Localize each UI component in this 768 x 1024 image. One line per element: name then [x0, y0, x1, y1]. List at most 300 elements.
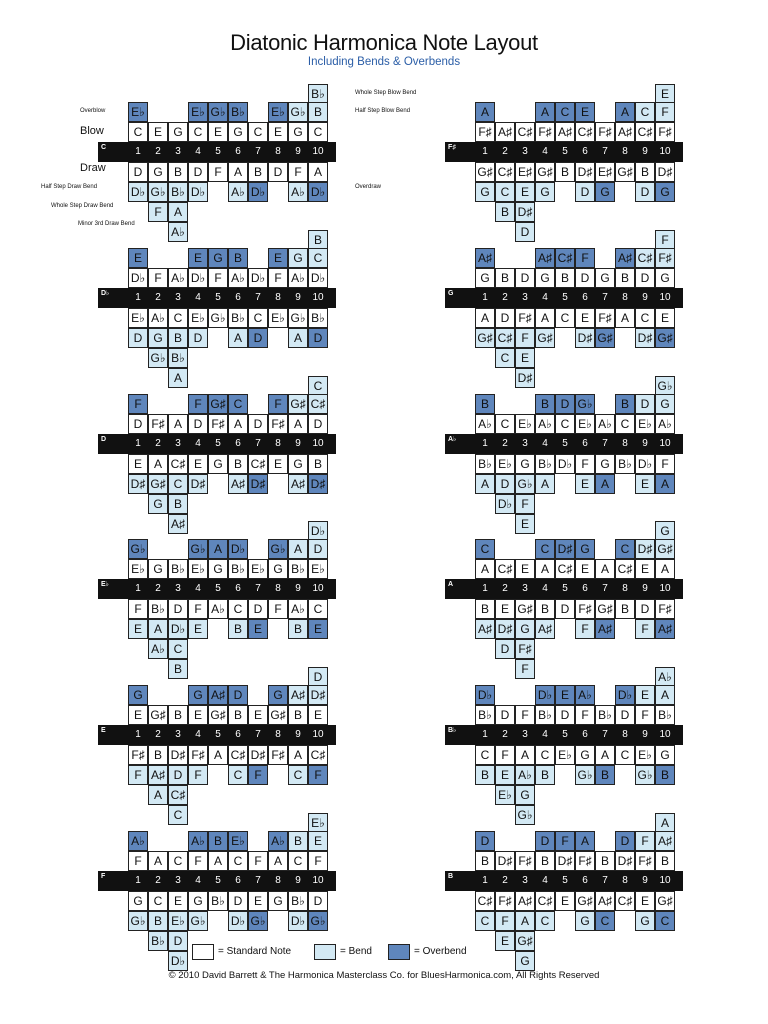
overbend-cell: B	[288, 831, 308, 851]
harp-key-label: E	[101, 727, 106, 734]
harp-key-label: A	[448, 581, 454, 588]
draw-bend-cell: G♭	[148, 182, 168, 202]
draw-note-cell: E	[555, 891, 575, 911]
overbend-cell: D♯	[555, 539, 575, 559]
overbend-cell: G	[268, 685, 288, 705]
blow-note-cell: B	[288, 705, 308, 725]
hole-number: 3	[175, 583, 181, 594]
overbend-cell: A♯	[288, 685, 308, 705]
overbend-cell: F	[635, 831, 655, 851]
deep-draw-bend-cell: E	[495, 931, 515, 951]
blow-note-cell: A	[535, 559, 555, 579]
draw-bend-cell: D	[308, 328, 328, 348]
harp-key-label: E♭	[101, 581, 109, 588]
blow-note-cell: D	[495, 705, 515, 725]
hole-number: 7	[255, 292, 261, 303]
overbend-cell: B	[615, 394, 635, 414]
overbend-cell: B	[475, 394, 495, 414]
blow-note-cell: C	[128, 122, 148, 142]
hole-number: 8	[275, 583, 281, 594]
deep-draw-bend-cell: B♭	[148, 931, 168, 951]
blow-note-cell: G	[268, 559, 288, 579]
draw-bend-cell: F	[128, 765, 148, 785]
overbend-cell: B	[208, 831, 228, 851]
blow-note-cell: G	[228, 122, 248, 142]
harp-chart-6	[445, 376, 735, 531]
blow-note-cell: E♭	[308, 559, 328, 579]
blow-note-cell: D	[575, 268, 595, 288]
blow-label: Blow	[80, 125, 104, 137]
draw-note-cell: E♯	[595, 162, 615, 182]
blow-note-cell: A	[595, 559, 615, 579]
draw-note-cell: G	[128, 891, 148, 911]
blow-note-cell: C	[248, 122, 268, 142]
overbend-cell: G	[188, 685, 208, 705]
deep-draw-bend-cell: G♭	[148, 348, 168, 368]
draw-note-cell: E♭	[188, 308, 208, 328]
deep-draw-bend-cell: E	[515, 348, 535, 368]
hole-number: 2	[155, 729, 161, 740]
draw-note-cell: F	[655, 454, 675, 474]
draw-note-cell: D♯	[575, 162, 595, 182]
draw-note-cell: E♭	[555, 745, 575, 765]
hole-number: 3	[522, 875, 528, 886]
hole-number: 4	[542, 292, 548, 303]
hole-number: 2	[155, 438, 161, 449]
page-title: Diatonic Harmonica Note Layout	[230, 30, 538, 55]
hole-number: 7	[602, 875, 608, 886]
harp-chart-9	[98, 667, 388, 822]
blow-bend-cell: G♭	[655, 376, 675, 396]
draw-note-cell: F♯	[655, 599, 675, 619]
hole-number: 6	[582, 583, 588, 594]
harp-chart-7	[98, 521, 388, 676]
draw-bend-cell: G♭	[308, 911, 328, 931]
draw-bend-cell: E	[128, 619, 148, 639]
blow-note-cell: B	[595, 851, 615, 871]
draw-note-cell: F♯	[268, 745, 288, 765]
harp-chart-4	[445, 230, 735, 385]
blow-note-cell: F♯	[475, 122, 495, 142]
overbend-cell: D	[228, 685, 248, 705]
hole-number: 4	[195, 583, 201, 594]
hole-number: 7	[602, 583, 608, 594]
hole-number: 8	[275, 292, 281, 303]
draw-note-cell: G♯	[595, 599, 615, 619]
overbend-cell: E♭	[188, 102, 208, 122]
hole-number: 2	[502, 729, 508, 740]
draw-bend-cell: G♯	[595, 328, 615, 348]
blow-note-cell: F	[188, 851, 208, 871]
blow-note-cell: E	[248, 705, 268, 725]
blow-note-cell: E♭	[248, 559, 268, 579]
overbend-cell: C	[555, 102, 575, 122]
blow-bend-cell: A♭	[655, 667, 675, 687]
hole-number: 4	[542, 583, 548, 594]
draw-note-cell: B♭	[208, 891, 228, 911]
blow-note-cell: C	[168, 851, 188, 871]
draw-note-cell: D♯	[168, 745, 188, 765]
deep-draw-bend-cell: C	[168, 805, 188, 825]
blow-note-cell: C	[288, 851, 308, 871]
draw-note-cell: D♭	[555, 454, 575, 474]
blow-note-cell: D	[128, 414, 148, 434]
overbend-cell: A♯	[535, 248, 555, 268]
hole-number: 5	[215, 729, 221, 740]
draw-note-cell: B♭	[475, 454, 495, 474]
draw-note-cell: C	[228, 599, 248, 619]
blow-note-cell: D	[615, 705, 635, 725]
blow-note-cell: F♯	[575, 851, 595, 871]
overbend-cell: A♯	[475, 248, 495, 268]
blow-note-cell: D♯	[555, 851, 575, 871]
deep-draw-bend-cell: D	[495, 639, 515, 659]
hole-number: 6	[235, 729, 241, 740]
hole-number: 7	[255, 583, 261, 594]
harp-chart-11	[98, 813, 388, 968]
overbend-cell: D♯	[635, 539, 655, 559]
overbend-cell: F♯	[655, 248, 675, 268]
draw-bend-cell: D	[635, 182, 655, 202]
blow-note-cell: D♭	[188, 268, 208, 288]
draw-note-cell: D	[168, 599, 188, 619]
draw-note-cell: F	[268, 599, 288, 619]
hole-number: 5	[562, 729, 568, 740]
overbend-cell: C	[308, 248, 328, 268]
blow-bend-cell: F	[655, 230, 675, 250]
hole-number: 1	[135, 438, 141, 449]
draw-note-cell: B♭	[288, 891, 308, 911]
draw-note-cell: G	[515, 454, 535, 474]
overbend-cell: D♭	[475, 685, 495, 705]
draw-bend-cell: C	[535, 911, 555, 931]
blow-note-cell: F♯	[148, 414, 168, 434]
hole-number: 10	[659, 146, 671, 157]
draw-note-cell: B♭	[535, 454, 555, 474]
hole-number: 10	[312, 583, 324, 594]
blow-note-cell: C♯	[515, 122, 535, 142]
draw-note-cell: D	[228, 891, 248, 911]
overbend-cell: A♭	[268, 831, 288, 851]
blow-note-cell: G	[595, 268, 615, 288]
overbend-cell: A♯	[615, 248, 635, 268]
hole-number: 1	[482, 875, 488, 886]
blow-note-cell: F♯	[655, 122, 675, 142]
draw-note-cell: G♭	[288, 308, 308, 328]
draw-note-cell: E	[188, 454, 208, 474]
blow-note-cell: F♯	[208, 414, 228, 434]
draw-note-cell: E♭	[268, 308, 288, 328]
hole-number: 10	[659, 875, 671, 886]
draw-note-cell: G	[575, 745, 595, 765]
draw-note-cell: F♯	[495, 891, 515, 911]
hole-number: 6	[582, 438, 588, 449]
blow-note-cell: A♯	[615, 122, 635, 142]
deep-draw-bend-cell: B♭	[168, 348, 188, 368]
blow-note-cell: F	[148, 268, 168, 288]
hole-number: 9	[642, 292, 648, 303]
hole-number: 1	[482, 438, 488, 449]
hole-number: 2	[155, 146, 161, 157]
harp-key-label: D♭	[101, 290, 110, 297]
blow-note-cell: B♭	[228, 559, 248, 579]
draw-bend-cell: D♯	[248, 474, 268, 494]
hole-number: 9	[642, 729, 648, 740]
hole-number: 6	[582, 292, 588, 303]
overbend-cell: C♯	[635, 248, 655, 268]
draw-bend-cell: D♯	[308, 474, 328, 494]
overbend-cell: E	[268, 248, 288, 268]
hole-number-bar	[98, 434, 336, 454]
draw-bend-cell: G	[655, 182, 675, 202]
draw-note-cell: G♯	[475, 162, 495, 182]
deep-draw-bend-cell: G♭	[515, 805, 535, 825]
legend-standard-swatch	[192, 944, 214, 960]
draw-bend-cell: A♯	[595, 619, 615, 639]
draw-bend-cell: G♯	[655, 328, 675, 348]
hole-number-bar	[98, 142, 336, 162]
blow-note-cell: A♭	[168, 268, 188, 288]
draw-note-cell: B	[555, 162, 575, 182]
draw-bend-cell: B	[595, 765, 615, 785]
legend-bend-swatch	[314, 944, 336, 960]
overbend-cell: A	[208, 539, 228, 559]
draw-bend-cell: D♭	[168, 619, 188, 639]
draw-bend-cell: A	[288, 328, 308, 348]
overbend-cell: C	[615, 539, 635, 559]
hole-number: 9	[295, 875, 301, 886]
draw-note-cell: A	[475, 308, 495, 328]
draw-note-cell: A	[535, 308, 555, 328]
hole-number: 6	[235, 583, 241, 594]
hole-number: 9	[295, 292, 301, 303]
overbend-cell: E	[128, 248, 148, 268]
blow-note-cell: G	[288, 122, 308, 142]
draw-note-cell: F♯	[188, 745, 208, 765]
blow-note-cell: C	[308, 122, 328, 142]
blow-note-cell: B♭	[535, 705, 555, 725]
blow-note-cell: G♯	[268, 705, 288, 725]
blow-note-cell: E♭	[188, 559, 208, 579]
blow-note-cell: B	[615, 268, 635, 288]
blow-note-cell: F♯	[515, 851, 535, 871]
draw-bend-cell: A	[655, 474, 675, 494]
deep-draw-bend-cell: D♭	[168, 951, 188, 971]
draw-note-cell: E♯	[515, 162, 535, 182]
blow-note-cell: E♭	[515, 414, 535, 434]
hole-number: 10	[312, 438, 324, 449]
draw-note-cell: B	[535, 599, 555, 619]
draw-bend-cell: E	[635, 474, 655, 494]
harp-chart-1	[98, 84, 388, 239]
hole-number: 2	[502, 438, 508, 449]
hole-number: 7	[255, 729, 261, 740]
hole-number-bar	[98, 871, 336, 891]
hole-number: 8	[622, 438, 628, 449]
hole-number: 5	[215, 146, 221, 157]
deep-draw-bend-cell: G	[148, 494, 168, 514]
draw-bend-cell: B	[168, 328, 188, 348]
hole-number: 7	[255, 146, 261, 157]
hole-number: 9	[642, 146, 648, 157]
draw-bend-cell: E	[575, 474, 595, 494]
draw-note-cell: G	[288, 454, 308, 474]
blow-note-cell: B	[475, 851, 495, 871]
draw-bend-cell: B♭	[168, 182, 188, 202]
hole-number: 9	[295, 583, 301, 594]
legend-overbend-label: = Overbend	[414, 946, 467, 957]
hole-number: 5	[562, 875, 568, 886]
blow-note-cell: G	[475, 268, 495, 288]
blow-note-cell: E	[148, 122, 168, 142]
harp-key-label: B	[448, 873, 454, 880]
blow-note-cell: G	[535, 268, 555, 288]
blow-bend-cell: A	[655, 813, 675, 833]
blow-note-cell: A	[288, 414, 308, 434]
overbend-cell: A♭	[128, 831, 148, 851]
harp-chart-3	[98, 230, 388, 385]
deep-draw-bend-cell: C	[168, 639, 188, 659]
overbend-cell: A♭	[575, 685, 595, 705]
blow-note-cell: B	[555, 268, 575, 288]
deep-draw-bend-cell: G♯	[515, 931, 535, 951]
blow-note-cell: F♯	[595, 122, 615, 142]
overbend-cell: A	[288, 539, 308, 559]
hole-number: 5	[562, 583, 568, 594]
hole-number-bar	[445, 871, 683, 891]
draw-bend-cell: D	[188, 328, 208, 348]
draw-bend-cell: G	[515, 619, 535, 639]
blow-note-cell: D♭	[128, 268, 148, 288]
deep-draw-bend-cell: D	[515, 222, 535, 242]
hole-number: 1	[482, 146, 488, 157]
blow-note-cell: A♭	[655, 414, 675, 434]
overbend-cell: A	[535, 102, 555, 122]
blow-bend-cell: B	[308, 230, 328, 250]
hole-number: 4	[542, 438, 548, 449]
draw-note-cell: E	[655, 308, 675, 328]
blow-bend-cell: E♭	[308, 813, 328, 833]
draw-note-cell: C♯	[228, 745, 248, 765]
deep-draw-bend-cell: D	[168, 931, 188, 951]
overbend-cell: D♭	[615, 685, 635, 705]
draw-note-cell: D	[635, 599, 655, 619]
blow-bend-cell: C	[308, 376, 328, 396]
hole-number: 6	[235, 146, 241, 157]
hole-number: 1	[135, 583, 141, 594]
draw-note-cell: D	[555, 599, 575, 619]
draw-note-cell: D	[128, 162, 148, 182]
overbend-cell: E♭	[128, 102, 148, 122]
draw-note-cell: C	[555, 308, 575, 328]
hole-number: 3	[175, 438, 181, 449]
draw-bend-cell: A	[595, 474, 615, 494]
blow-note-cell: C♯	[635, 122, 655, 142]
harp-key-label: F♯	[448, 144, 456, 151]
draw-bend-cell: C	[168, 474, 188, 494]
blow-note-cell: G	[655, 268, 675, 288]
blow-note-cell: E♭	[128, 559, 148, 579]
draw-bend-cell: G♯	[148, 474, 168, 494]
draw-note-cell: B♭	[148, 599, 168, 619]
harp-chart-10	[445, 667, 735, 822]
hole-number: 6	[582, 729, 588, 740]
blow-note-cell: A	[268, 851, 288, 871]
draw-note-cell: E	[248, 891, 268, 911]
blow-note-cell: E	[515, 559, 535, 579]
hole-number: 6	[582, 875, 588, 886]
hole-number: 10	[312, 146, 324, 157]
draw-note-cell: G♯	[515, 599, 535, 619]
draw-bend-cell: G	[595, 182, 615, 202]
deep-draw-bend-cell: G	[515, 951, 535, 971]
draw-bend-cell: G♯	[475, 328, 495, 348]
whole-step-draw-label: Whole Step Draw Bend	[51, 203, 114, 209]
deep-draw-bend-cell: A♭	[148, 639, 168, 659]
overbend-cell: G♭	[188, 539, 208, 559]
hole-number: 4	[195, 729, 201, 740]
blow-note-cell: A♯	[495, 122, 515, 142]
draw-bend-cell: A♯	[148, 765, 168, 785]
draw-note-cell: E	[575, 308, 595, 328]
hole-number: 8	[275, 875, 281, 886]
draw-bend-cell: A	[515, 911, 535, 931]
draw-bend-cell: G	[635, 911, 655, 931]
hole-number: 4	[195, 146, 201, 157]
overbend-cell: F	[555, 831, 575, 851]
draw-bend-cell: F	[248, 765, 268, 785]
hole-number: 8	[622, 292, 628, 303]
draw-note-cell: A	[515, 745, 535, 765]
hole-number: 4	[542, 146, 548, 157]
draw-bend-cell: D♯	[188, 474, 208, 494]
draw-note-cell: D♯	[655, 162, 675, 182]
draw-note-cell: A	[595, 745, 615, 765]
hole-number: 8	[275, 729, 281, 740]
draw-bend-cell: A	[148, 619, 168, 639]
hole-number: 8	[622, 729, 628, 740]
draw-note-cell: F♯	[595, 308, 615, 328]
hole-number: 1	[482, 292, 488, 303]
blow-note-cell: F	[308, 851, 328, 871]
blow-note-cell: C	[555, 414, 575, 434]
draw-bend-cell: D♯	[575, 328, 595, 348]
blow-note-cell: G♯	[148, 705, 168, 725]
draw-note-cell: E♭	[128, 308, 148, 328]
deep-draw-bend-cell: F	[148, 202, 168, 222]
draw-bend-cell: D♭	[248, 182, 268, 202]
hole-number: 3	[522, 292, 528, 303]
overblow-label: Overblow	[80, 108, 106, 114]
legend-standard-label: = Standard Note	[218, 946, 292, 957]
draw-note-cell: D♯	[248, 745, 268, 765]
hole-number: 9	[295, 438, 301, 449]
deep-draw-bend-cell: D♭	[495, 494, 515, 514]
blow-note-cell: D	[308, 414, 328, 434]
hole-number: 9	[642, 583, 648, 594]
draw-bend-cell: B	[535, 765, 555, 785]
hole-number-bar	[98, 725, 336, 745]
deep-draw-bend-cell: A	[168, 368, 188, 388]
overbend-cell: F	[188, 394, 208, 414]
draw-bend-cell: A♯	[475, 619, 495, 639]
hole-number: 5	[562, 438, 568, 449]
hole-number: 9	[295, 729, 301, 740]
draw-note-cell: G	[655, 745, 675, 765]
hole-number: 9	[295, 146, 301, 157]
draw-note-cell: E♭	[635, 745, 655, 765]
blow-note-cell: E	[635, 559, 655, 579]
